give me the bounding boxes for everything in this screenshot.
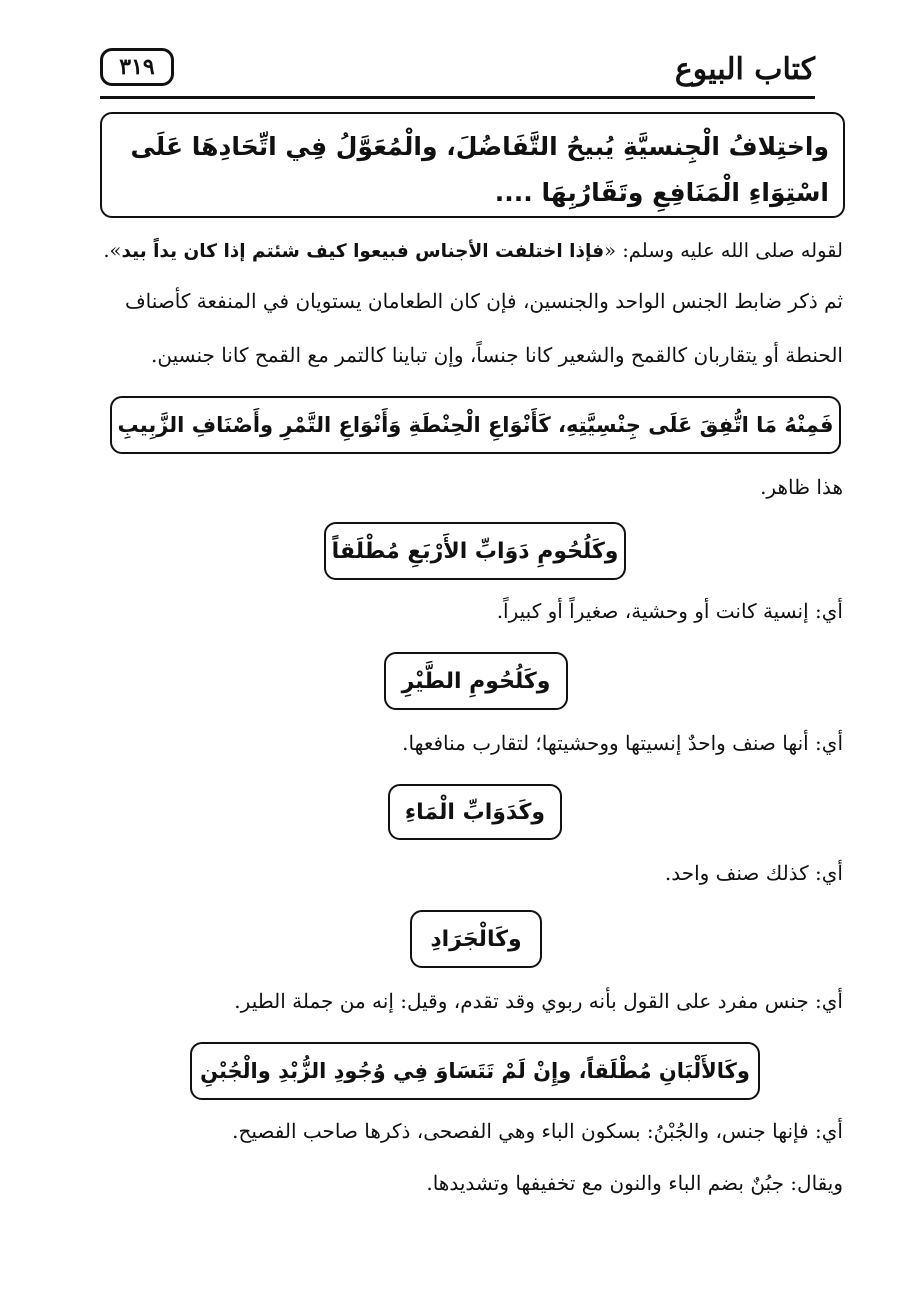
matn-box-4	[384, 652, 568, 710]
matn-text: وكَلُحُومِ دَوَابِّ الأَرْبَعِ مُطْلَقاً	[331, 538, 619, 564]
commentary-paragraph	[95, 1166, 843, 1200]
matn-box-5	[388, 784, 562, 840]
commentary-paragraph	[95, 284, 843, 318]
commentary-paragraph	[95, 470, 843, 504]
hadith-quote: فإذا اختلفت الأجناس فبيعوا كيف شئتم إذا كان يداً بيد	[121, 241, 605, 262]
matn-box-1	[100, 112, 845, 218]
matn-text: وكَلُحُومِ الطَّيْرِ	[401, 668, 551, 694]
page-number: ٣١٩	[100, 48, 174, 86]
commentary-line: الحنطة أو يتقاربان كالقمح والشعير كانا جنساً، وإن تباينا كالتمر مع القمح كانا جنسين.	[150, 343, 843, 367]
commentary-text: أي: فإنها جنس، والجُبْنُ: بسكون الباء وهي الفصحى، ذكرها صاحب الفصيح.	[232, 1119, 843, 1143]
chapter-title: كتاب البيوع	[674, 52, 815, 87]
matn-text: وكَدَوَابِّ الْمَاءِ	[404, 799, 546, 825]
commentary-paragraph	[95, 234, 843, 269]
commentary-paragraph	[95, 338, 843, 372]
commentary-text: أي: إنسية كانت أو وحشية، صغيراً أو كبيراً.	[496, 599, 843, 623]
matn-box-3	[324, 522, 626, 580]
matn-text: وكَالْجَرَادِ	[430, 926, 522, 952]
matn-text: وكَالأَلْبَانِ مُطْلَقاً، وإِنْ لَمْ تَتَسَاوَ فِي وُجُودِ الزُّبْدِ والْجُبْنِ	[200, 1059, 750, 1083]
commentary-paragraph	[95, 856, 843, 890]
commentary-text: أي: أنها صنف واحدٌ إنسيتها ووحشيتها؛ لتقارب منافعها.	[402, 731, 843, 755]
matn-line: اسْتِوَاءِ الْمَنَافِعِ وتَقَارُبِهَا ....	[494, 178, 829, 207]
commentary-text: ويقال: جبُنٌ بضم الباء والنون مع تخفيفها وتشديدها.	[426, 1171, 843, 1195]
page-header	[100, 48, 815, 99]
matn-box-6	[410, 910, 542, 968]
matn-text: فَمِنْهُ مَا اتُّفِقَ عَلَى جِنْسِيَّتِهِ، كَأَنْوَاعِ الْحِنْطَةِ وَأَنْوَاعِ التَّمْرِ وأَصْنَافِ الزَّبِيبِ	[117, 413, 834, 437]
commentary-paragraph	[95, 984, 843, 1018]
commentary-text: ».	[103, 239, 122, 262]
matn-box-7	[190, 1042, 760, 1100]
commentary-paragraph	[95, 594, 843, 628]
commentary-paragraph	[95, 726, 843, 760]
commentary-line: ثم ذكر ضابط الجنس الواحد والجنسين، فإن كان الطعامان يستويان في المنفعة كأصناف	[124, 289, 843, 313]
commentary-text: لقوله صلى الله عليه وسلم: «	[604, 239, 843, 262]
matn-box-2	[110, 396, 841, 454]
commentary-text: هذا ظاهر.	[760, 475, 843, 499]
commentary-text: أي: كذلك صنف واحد.	[664, 861, 843, 885]
commentary-paragraph	[95, 1114, 843, 1148]
matn-line: واختِلافُ الْجِنسيَّةِ يُبيحُ التَّفَاضُلَ، والْمُعَوَّلُ فِي اتِّحَادِهَا عَلَى	[130, 132, 829, 161]
commentary-text: أي: جنس مفرد على القول بأنه ربوي وقد تقدم، وقيل: إنه من جملة الطير.	[234, 989, 843, 1013]
